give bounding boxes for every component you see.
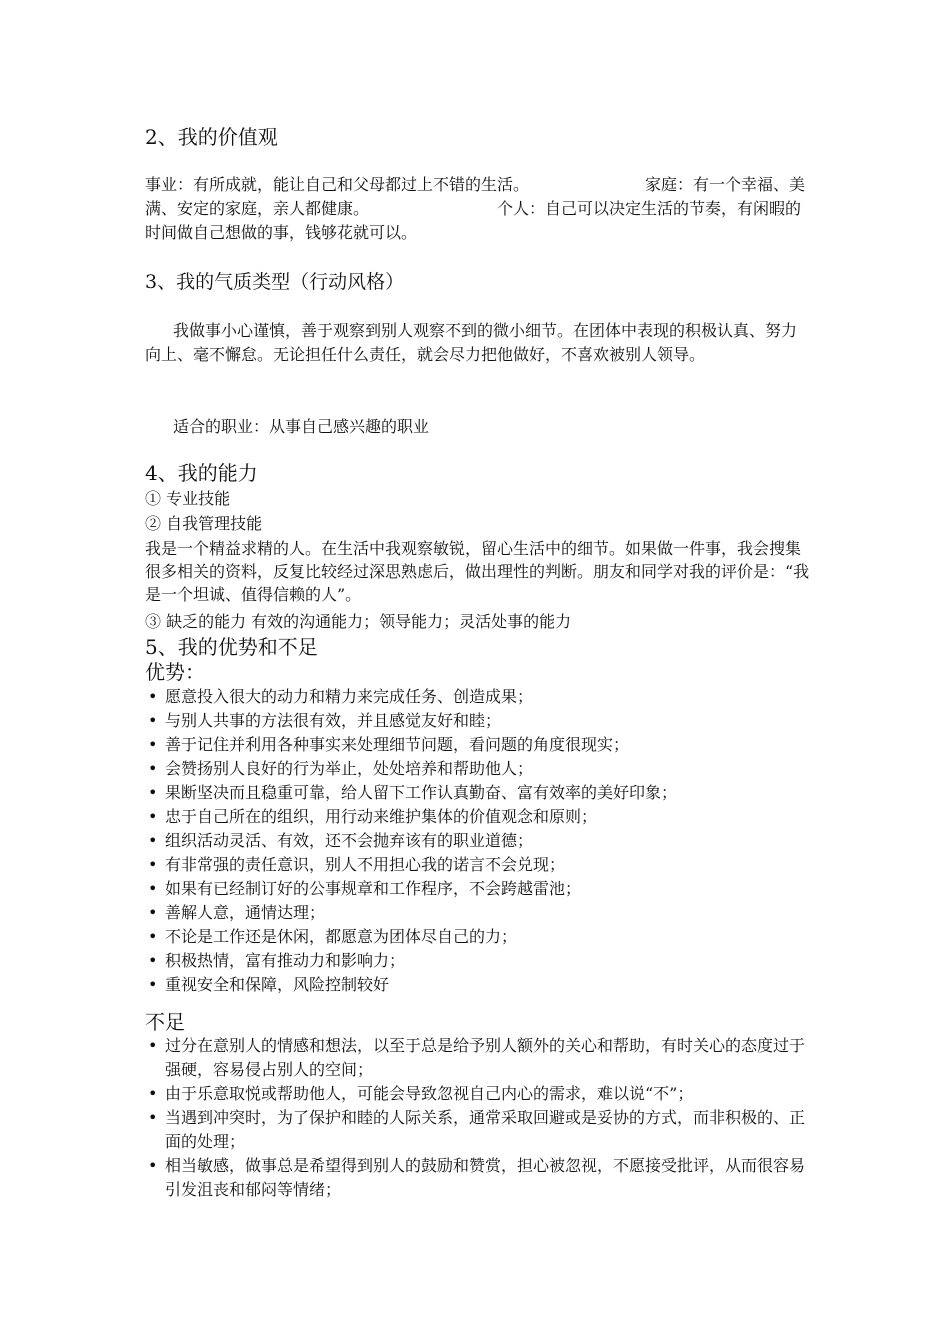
section3-career-fit: 适合的职业：从事自己感兴趣的职业	[173, 417, 430, 436]
ability-item-1: ① 专业技能	[145, 489, 231, 508]
list-item	[145, 1106, 810, 1154]
bullet-icon: •	[148, 975, 158, 994]
bullet-icon: •	[148, 951, 158, 970]
list-item-text: 不论是工作还是休闲，都愿意为团体尽自己的力；	[165, 927, 518, 946]
list-item-text: 果断坚决而且稳重可靠，给人留下工作认真勤奋、富有效率的美好印象；	[165, 783, 678, 802]
value-family: 家庭：有一个幸福、美满、安定的家庭，亲人都健康。	[145, 175, 806, 218]
section4-heading: 4、我的能力	[145, 461, 258, 485]
list-item-text: 与别人共事的方法很有效，并且感觉友好和睦；	[165, 711, 502, 730]
list-item-text: 相当敏感，做事总是希望得到别人的鼓励和赞赏，担心被忽视，不愿接受批评，从而很容易引发沮丧和郁闷等情绪；	[165, 1156, 806, 1199]
list-item-text: 善于记住并利用各种事实来处理细节问题，看问题的角度很现实；	[165, 735, 630, 754]
list-item	[145, 781, 810, 805]
bullet-icon: •	[148, 711, 158, 730]
bullet-icon: •	[148, 783, 158, 802]
list-item-text: 忠于自己所在的组织，用行动来维护集体的价值观念和原则；	[165, 807, 598, 826]
list-item	[145, 973, 810, 997]
weaknesses-list	[145, 1034, 810, 1202]
section2-values	[145, 173, 810, 245]
ability-item-3: ③ 缺乏的能力 有效的沟通能力；领导能力；灵活处事的能力	[145, 612, 572, 631]
list-item	[145, 757, 810, 781]
section3-body: 我做事小心谨慎，善于观察到别人观察不到的微小细节。在团体中表现的积极认真、努力向上、毫不懈怠。无论担任什么责任，就会尽力把他做好，不喜欢被别人领导。	[145, 321, 798, 364]
bullet-icon: •	[148, 855, 158, 874]
list-item	[145, 709, 810, 733]
strengths-list	[145, 685, 810, 997]
list-item	[145, 805, 810, 829]
section5-heading: 5、我的优势和不足	[145, 635, 318, 659]
bullet-icon: •	[148, 927, 158, 946]
list-item-text: 积极热情，富有推动力和影响力；	[165, 951, 406, 970]
list-item-text: 当遇到冲突时，为了保护和睦的人际关系，通常采取回避或是妥协的方式，而非积极的、正面的处理；	[165, 1108, 806, 1151]
list-item	[145, 685, 810, 709]
list-item-text: 重视安全和保障，风险控制较好	[165, 975, 390, 994]
list-item-text: 由于乐意取悦或帮助他人，可能会导致忽视自己内心的需求，难以说“不”；	[165, 1084, 694, 1103]
weaknesses-label: 不足	[145, 1010, 185, 1034]
value-personal: 个人：自己可以决定生活的节奏，有闲暇的时间做自己想做的事，钱够花就可以。	[145, 199, 802, 242]
bullet-icon: •	[148, 735, 158, 754]
section4-body: 我是一个精益求精的人。在生活中我观察敏锐，留心生活中的细节。如果做一件事，我会搜集很多相关的资料，反复比较经过深思熟虑后，做出理性的判断。朋友和同学对我的评价是：“我是一个坦诚、值得信赖的人”。	[145, 539, 810, 604]
bullet-icon: •	[148, 687, 158, 706]
list-item-text: 愿意投入很大的动力和精力来完成任务、创造成果；	[165, 687, 534, 706]
list-item	[145, 901, 810, 925]
list-item	[145, 1082, 810, 1106]
list-item	[145, 949, 810, 973]
bullet-icon: •	[148, 903, 158, 922]
list-item-text: 组织活动灵活、有效，还不会抛弃该有的职业道德；	[165, 831, 534, 850]
list-item	[145, 1154, 810, 1202]
ability-item-2: ② 自我管理技能	[145, 514, 263, 533]
list-item	[145, 925, 810, 949]
bullet-icon: •	[148, 1084, 158, 1103]
list-item	[145, 853, 810, 877]
list-item-text: 如果有已经制订好的公事规章和工作程序，不会跨越雷池；	[165, 879, 582, 898]
list-item-text: 有非常强的责任意识，别人不用担心我的诺言不会兑现；	[165, 855, 566, 874]
bullet-icon: •	[148, 807, 158, 826]
list-item-text: 善解人意，通情达理；	[165, 903, 326, 922]
bullet-icon: •	[148, 831, 158, 850]
bullet-icon: •	[148, 1108, 158, 1127]
list-item	[145, 877, 810, 901]
list-item-text: 会赞扬别人良好的行为举止，处处培养和帮助他人；	[165, 759, 534, 778]
bullet-icon: •	[148, 759, 158, 778]
list-item	[145, 733, 810, 757]
bullet-icon: •	[148, 879, 158, 898]
list-item	[145, 1034, 810, 1082]
section3-heading: 3、我的气质类型（行动风格）	[145, 271, 405, 293]
section2-heading: 2、我的价值观	[145, 125, 278, 149]
value-career: 事业：有所成就，能让自己和父母都过上不错的生活。	[145, 175, 530, 194]
strengths-label: 优势：	[145, 660, 205, 684]
list-item	[145, 829, 810, 853]
bullet-icon: •	[148, 1036, 158, 1055]
list-item-text: 过分在意别人的情感和想法，以至于总是给予别人额外的关心和帮助，有时关心的态度过于强硬，容易侵占别人的空间；	[165, 1036, 806, 1079]
bullet-icon: •	[148, 1156, 158, 1175]
